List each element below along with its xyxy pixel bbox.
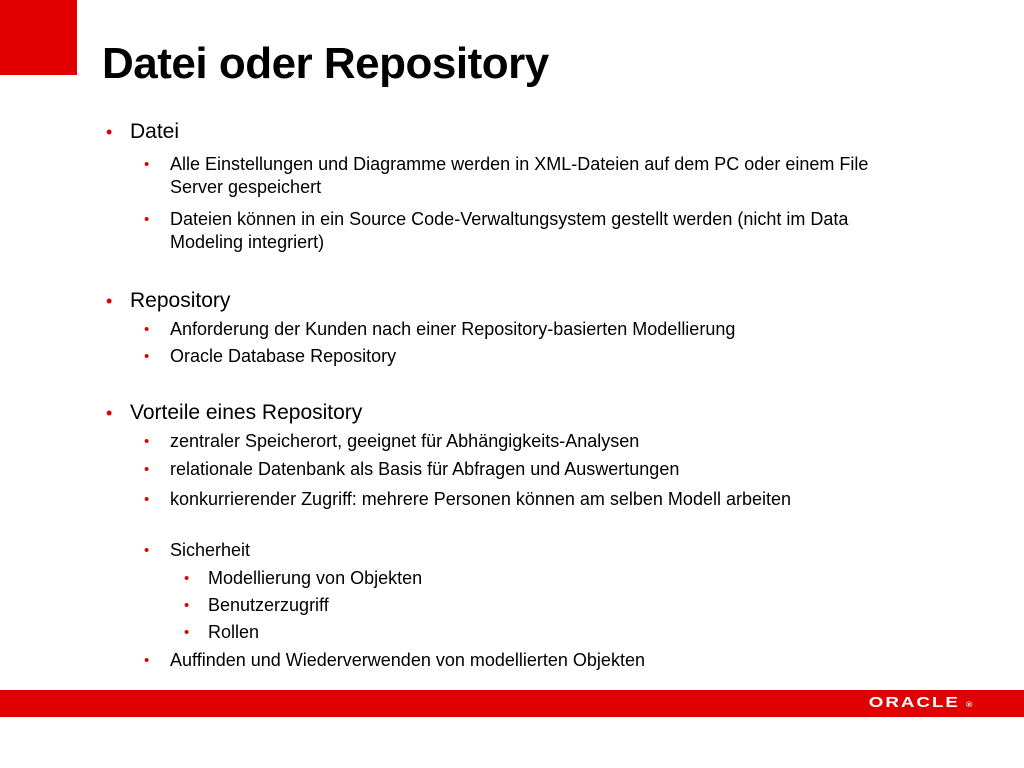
- bullet-sicherheit-modellierung: • Modellierung von Objekten: [208, 567, 422, 590]
- bullet-vorteile-auffinden: • Auffinden und Wiederverwenden von modellierten Objekten: [170, 649, 910, 672]
- bullet-repository-oracle-db: • Oracle Database Repository: [170, 345, 910, 368]
- bullet-vorteile-sicherheit: • Sicherheit: [170, 539, 910, 562]
- bullet-sicherheit-rollen: • Rollen: [208, 621, 259, 644]
- bullet-repository-anforderung: • Anforderung der Kunden nach einer Repository-basierten Modellierung: [170, 318, 910, 341]
- bullet-vorteile-speicherort: • zentraler Speicherort, geeignet für Abhängigkeits-Analysen: [170, 430, 910, 453]
- oracle-logo: [868, 694, 973, 711]
- bullet-datei-xml: • Alle Einstellungen und Diagramme werden in XML-Dateien auf dem PC oder einem File Server gespeichert: [170, 153, 910, 199]
- oracle-logo-text: ORACLE: [868, 694, 960, 711]
- bullet-vorteile-zugriff: • konkurrierender Zugriff: mehrere Personen können am selben Modell arbeiten: [170, 488, 910, 511]
- bullet-repository: • Repository: [130, 289, 230, 313]
- slide-title: Datei oder Repository: [102, 39, 549, 88]
- bullet-vorteile-datenbank: • relationale Datenbank als Basis für Abfragen und Auswertungen: [170, 458, 910, 481]
- footer-bar: [0, 690, 1024, 717]
- bullet-sicherheit-benutzerzugriff: • Benutzerzugriff: [208, 594, 329, 617]
- bullet-datei: • Datei: [130, 120, 179, 144]
- bullet-vorteile: • Vorteile eines Repository: [130, 401, 362, 425]
- registered-mark: ®: [966, 702, 973, 709]
- bullet-datei-source-code: • Dateien können in ein Source Code-Verwaltungsystem gestellt werden (nicht im Data Modeling integriert): [170, 208, 910, 254]
